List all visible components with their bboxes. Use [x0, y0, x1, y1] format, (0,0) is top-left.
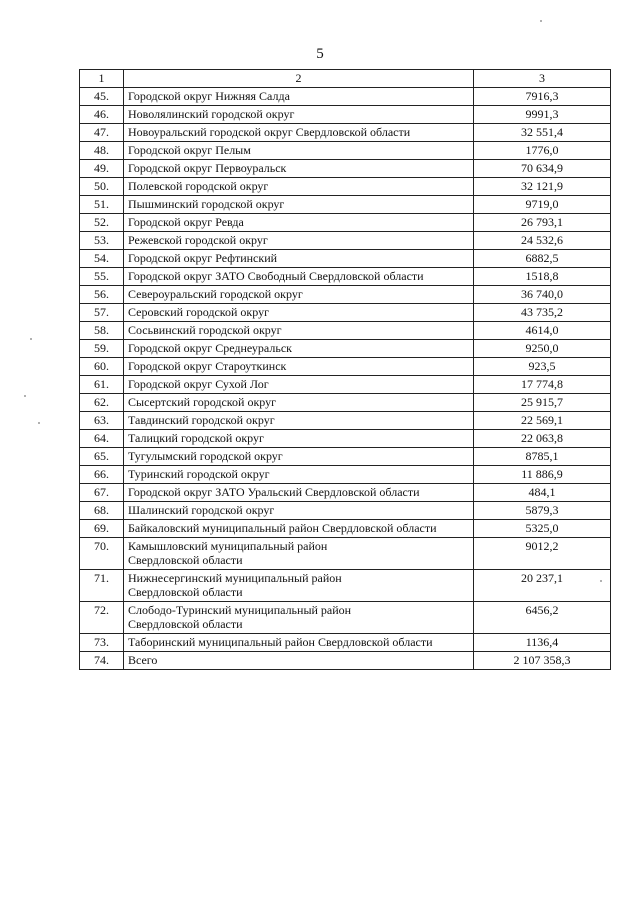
row-number: 46.	[80, 106, 124, 124]
table-row	[80, 160, 611, 178]
table-row	[80, 142, 611, 160]
amount-value: 5879,3	[474, 502, 611, 520]
header-col-2: 2	[124, 70, 474, 88]
municipality-name: Городской округ ЗАТО Свободный Свердловской области	[124, 268, 474, 286]
scan-speck	[38, 422, 40, 424]
table-header	[80, 70, 611, 88]
row-number: 63.	[80, 412, 124, 430]
scan-speck	[540, 20, 542, 22]
municipality-name: Городской округ Нижняя Салда	[124, 88, 474, 106]
table-row	[80, 430, 611, 448]
row-number: 62.	[80, 394, 124, 412]
table-row	[80, 376, 611, 394]
amount-value: 923,5	[474, 358, 611, 376]
header-row	[80, 70, 611, 88]
municipality-name: Североуральский городской округ	[124, 286, 474, 304]
allocation-table	[79, 69, 611, 670]
header-col-3: 3	[474, 70, 611, 88]
row-number: 59.	[80, 340, 124, 358]
table-row	[80, 652, 611, 670]
row-number: 61.	[80, 376, 124, 394]
table-row	[80, 602, 611, 634]
amount-value: 9991,3	[474, 106, 611, 124]
table-row	[80, 570, 611, 602]
amount-value: 7916,3	[474, 88, 611, 106]
row-number: 68.	[80, 502, 124, 520]
table-row	[80, 232, 611, 250]
amount-value: 4614,0	[474, 322, 611, 340]
amount-value: 70 634,9	[474, 160, 611, 178]
row-number: 49.	[80, 160, 124, 178]
row-number: 74.	[80, 652, 124, 670]
row-number: 56.	[80, 286, 124, 304]
amount-value: 22 569,1	[474, 412, 611, 430]
row-number: 65.	[80, 448, 124, 466]
table-row	[80, 520, 611, 538]
amount-value: 36 740,0	[474, 286, 611, 304]
municipality-name: Городской округ ЗАТО Уральский Свердловской области	[124, 484, 474, 502]
amount-value: 32 551,4	[474, 124, 611, 142]
row-number: 66.	[80, 466, 124, 484]
municipality-name: Таборинский муниципальный район Свердловской области	[124, 634, 474, 652]
amount-value: 8785,1	[474, 448, 611, 466]
table-row	[80, 538, 611, 570]
row-number: 45.	[80, 88, 124, 106]
page-number: 5	[316, 46, 324, 62]
table-row	[80, 250, 611, 268]
municipality-name: Новоуральский городской округ Свердловской области	[124, 124, 474, 142]
municipality-name: Пышминский городской округ	[124, 196, 474, 214]
amount-value: 22 063,8	[474, 430, 611, 448]
amount-value: 20 237,1	[474, 570, 611, 602]
row-number: 73.	[80, 634, 124, 652]
municipality-name: Байкаловский муниципальный район Свердловской области	[124, 520, 474, 538]
municipality-name: Камышловский муниципальный район Свердловской области	[124, 538, 474, 570]
row-number: 57.	[80, 304, 124, 322]
amount-value: 43 735,2	[474, 304, 611, 322]
municipality-name: Городской округ Первоуральск	[124, 160, 474, 178]
row-number: 71.	[80, 570, 124, 602]
municipality-name: Сысертский городской округ	[124, 394, 474, 412]
municipality-name: Полевской городской округ	[124, 178, 474, 196]
table-row	[80, 214, 611, 232]
header-col-1: 1	[80, 70, 124, 88]
row-number: 70.	[80, 538, 124, 570]
table-row	[80, 394, 611, 412]
municipality-name: Городской округ Среднеуральск	[124, 340, 474, 358]
amount-value: 9250,0	[474, 340, 611, 358]
municipality-name: Тавдинский городской округ	[124, 412, 474, 430]
municipality-name: Режевской городской округ	[124, 232, 474, 250]
municipality-name: Сосьвинский городской округ	[124, 322, 474, 340]
amount-value: 1776,0	[474, 142, 611, 160]
row-number: 55.	[80, 268, 124, 286]
table-row	[80, 502, 611, 520]
amount-value: 484,1	[474, 484, 611, 502]
scan-speck	[600, 580, 602, 582]
table-row	[80, 268, 611, 286]
amount-value: 25 915,7	[474, 394, 611, 412]
row-number: 64.	[80, 430, 124, 448]
table-row	[80, 178, 611, 196]
amount-value: 1518,8	[474, 268, 611, 286]
amount-value: 9719,0	[474, 196, 611, 214]
municipality-name: Слободо-Туринский муниципальный район Свердловской области	[124, 602, 474, 634]
row-number: 60.	[80, 358, 124, 376]
amount-value: 9012,2	[474, 538, 611, 570]
amount-value: 17 774,8	[474, 376, 611, 394]
table-row	[80, 124, 611, 142]
table-row	[80, 196, 611, 214]
table-row	[80, 322, 611, 340]
municipality-name: Городской округ Рефтинский	[124, 250, 474, 268]
row-number: 51.	[80, 196, 124, 214]
row-number: 52.	[80, 214, 124, 232]
municipality-name: Всего	[124, 652, 474, 670]
scan-speck	[30, 338, 32, 340]
table-body	[80, 88, 611, 670]
municipality-name: Серовский городской округ	[124, 304, 474, 322]
municipality-name: Новолялинский городской округ	[124, 106, 474, 124]
table-row	[80, 106, 611, 124]
municipality-name: Городской округ Пелым	[124, 142, 474, 160]
table-row	[80, 88, 611, 106]
table-row	[80, 304, 611, 322]
amount-value: 6882,5	[474, 250, 611, 268]
amount-value: 24 532,6	[474, 232, 611, 250]
municipality-name: Городской округ Сухой Лог	[124, 376, 474, 394]
table-row	[80, 466, 611, 484]
table-row	[80, 340, 611, 358]
table-row	[80, 448, 611, 466]
scan-speck	[24, 395, 26, 397]
table-row	[80, 286, 611, 304]
municipality-name: Тугулымский городской округ	[124, 448, 474, 466]
row-number: 48.	[80, 142, 124, 160]
municipality-name: Нижнесергинский муниципальный район Свердловской области	[124, 570, 474, 602]
municipality-name: Талицкий городской округ	[124, 430, 474, 448]
table-row	[80, 484, 611, 502]
row-number: 72.	[80, 602, 124, 634]
row-number: 69.	[80, 520, 124, 538]
municipality-name: Городской округ Ревда	[124, 214, 474, 232]
table-row	[80, 634, 611, 652]
municipality-name: Туринский городской округ	[124, 466, 474, 484]
row-number: 58.	[80, 322, 124, 340]
amount-value: 6456,2	[474, 602, 611, 634]
amount-value: 32 121,9	[474, 178, 611, 196]
row-number: 67.	[80, 484, 124, 502]
amount-value: 2 107 358,3	[474, 652, 611, 670]
amount-value: 5325,0	[474, 520, 611, 538]
row-number: 50.	[80, 178, 124, 196]
row-number: 54.	[80, 250, 124, 268]
row-number: 47.	[80, 124, 124, 142]
row-number: 53.	[80, 232, 124, 250]
amount-value: 1136,4	[474, 634, 611, 652]
amount-value: 26 793,1	[474, 214, 611, 232]
amount-value: 11 886,9	[474, 466, 611, 484]
table-row	[80, 358, 611, 376]
municipality-name: Шалинский городской округ	[124, 502, 474, 520]
municipality-name: Городской округ Староуткинск	[124, 358, 474, 376]
table-row	[80, 412, 611, 430]
